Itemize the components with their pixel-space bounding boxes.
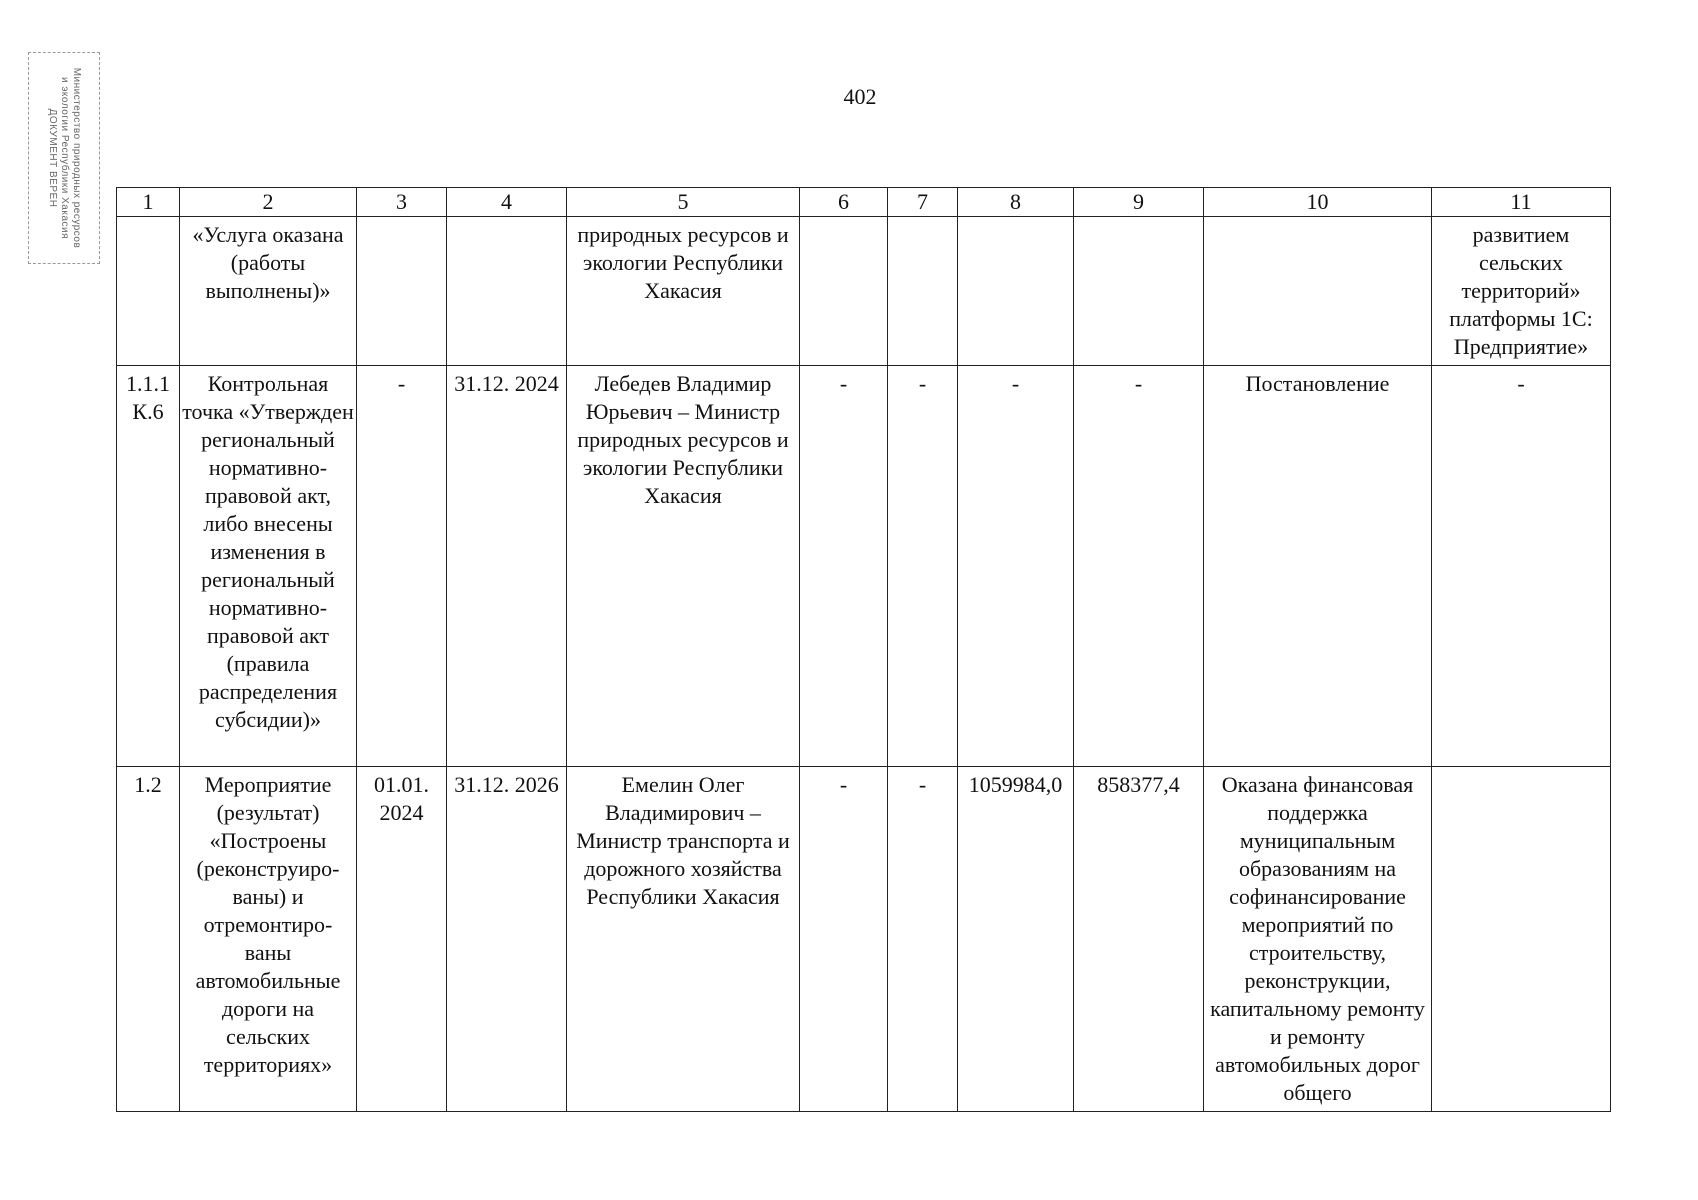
table-cell: Контрольная точка «Утвержден региональный нормативно-правовой акт, либо внесены изменения в региональный нормативно-правовой акт (правила распределения субсидии)» <box>180 366 357 767</box>
column-number: 8 <box>958 188 1074 217</box>
table-cell: 858377,4 <box>1074 767 1204 1112</box>
table-cell <box>1074 217 1204 366</box>
column-number: 10 <box>1204 188 1432 217</box>
column-number: 2 <box>180 188 357 217</box>
plan-table <box>116 187 1611 1112</box>
column-number: 6 <box>800 188 888 217</box>
column-number: 3 <box>357 188 447 217</box>
column-number: 9 <box>1074 188 1204 217</box>
table-cell <box>357 217 447 366</box>
page-number: 402 <box>843 84 877 109</box>
column-number: 1 <box>117 188 180 217</box>
table-cell: Емелин Олег Владимирович – Министр транспорта и дорожного хозяйства Республики Хакасия <box>567 767 800 1112</box>
document-stamp <box>28 52 100 264</box>
table-cell <box>447 217 567 366</box>
stamp-line: ДОКУМЕНТ ВЕРЕН <box>47 108 58 208</box>
table-cell: Постановление <box>1204 366 1432 767</box>
stamp-line: Министерство природных ресурсов <box>71 67 82 249</box>
table-cell: - <box>888 366 958 767</box>
table-cell: - <box>1432 366 1611 767</box>
column-number: 7 <box>888 188 958 217</box>
table-cell: - <box>888 767 958 1112</box>
table-row <box>117 366 1611 767</box>
table-cell: - <box>958 366 1074 767</box>
table-row <box>117 767 1611 1112</box>
table-cell: 31.12. 2026 <box>447 767 567 1112</box>
table-cell <box>800 217 888 366</box>
table-cell: - <box>1074 366 1204 767</box>
table-cell: природных ресурсов и экологии Республики Хакасия <box>567 217 800 366</box>
table-cell: 01.01. 2024 <box>357 767 447 1112</box>
table-cell: развитием сельских территорий» платформы 1С: Предприятие» <box>1432 217 1611 366</box>
table-cell: 31.12. 2024 <box>447 366 567 767</box>
stamp-text <box>46 58 82 258</box>
table-header-row <box>117 188 1611 217</box>
table-cell: - <box>800 366 888 767</box>
table-cell: Лебедев Владимир Юрьевич – Министр природных ресурсов и экологии Республики Хакасия <box>567 366 800 767</box>
table-cell <box>958 217 1074 366</box>
column-number: 5 <box>567 188 800 217</box>
table-cell <box>1204 217 1432 366</box>
table-cell: Оказана финансовая поддержка муниципальным образованиям на софинансирование мероприятий по строительству, реконструкции, капитальному ремонту и ремонту автомобильных дорог общего <box>1204 767 1432 1112</box>
table-cell: 1059984,0 <box>958 767 1074 1112</box>
table-row <box>117 217 1611 366</box>
table-cell <box>1432 767 1611 1112</box>
table-cell <box>888 217 958 366</box>
table-cell <box>117 217 180 366</box>
table-cell: - <box>357 366 447 767</box>
table-cell: 1.1.1 К.6 <box>117 366 180 767</box>
table-cell: Мероприятие (результат) «Построены (реконструиро-ваны) и отремонтиро-ваны автомобильные дороги на сельских территориях» <box>180 767 357 1112</box>
table-cell: «Услуга оказана (работы выполнены)» <box>180 217 357 366</box>
table-cell: 1.2 <box>117 767 180 1112</box>
column-number: 11 <box>1432 188 1611 217</box>
table-cell: - <box>800 767 888 1112</box>
stamp-line: и экологии Республики Хакасия <box>59 76 70 240</box>
column-number: 4 <box>447 188 567 217</box>
